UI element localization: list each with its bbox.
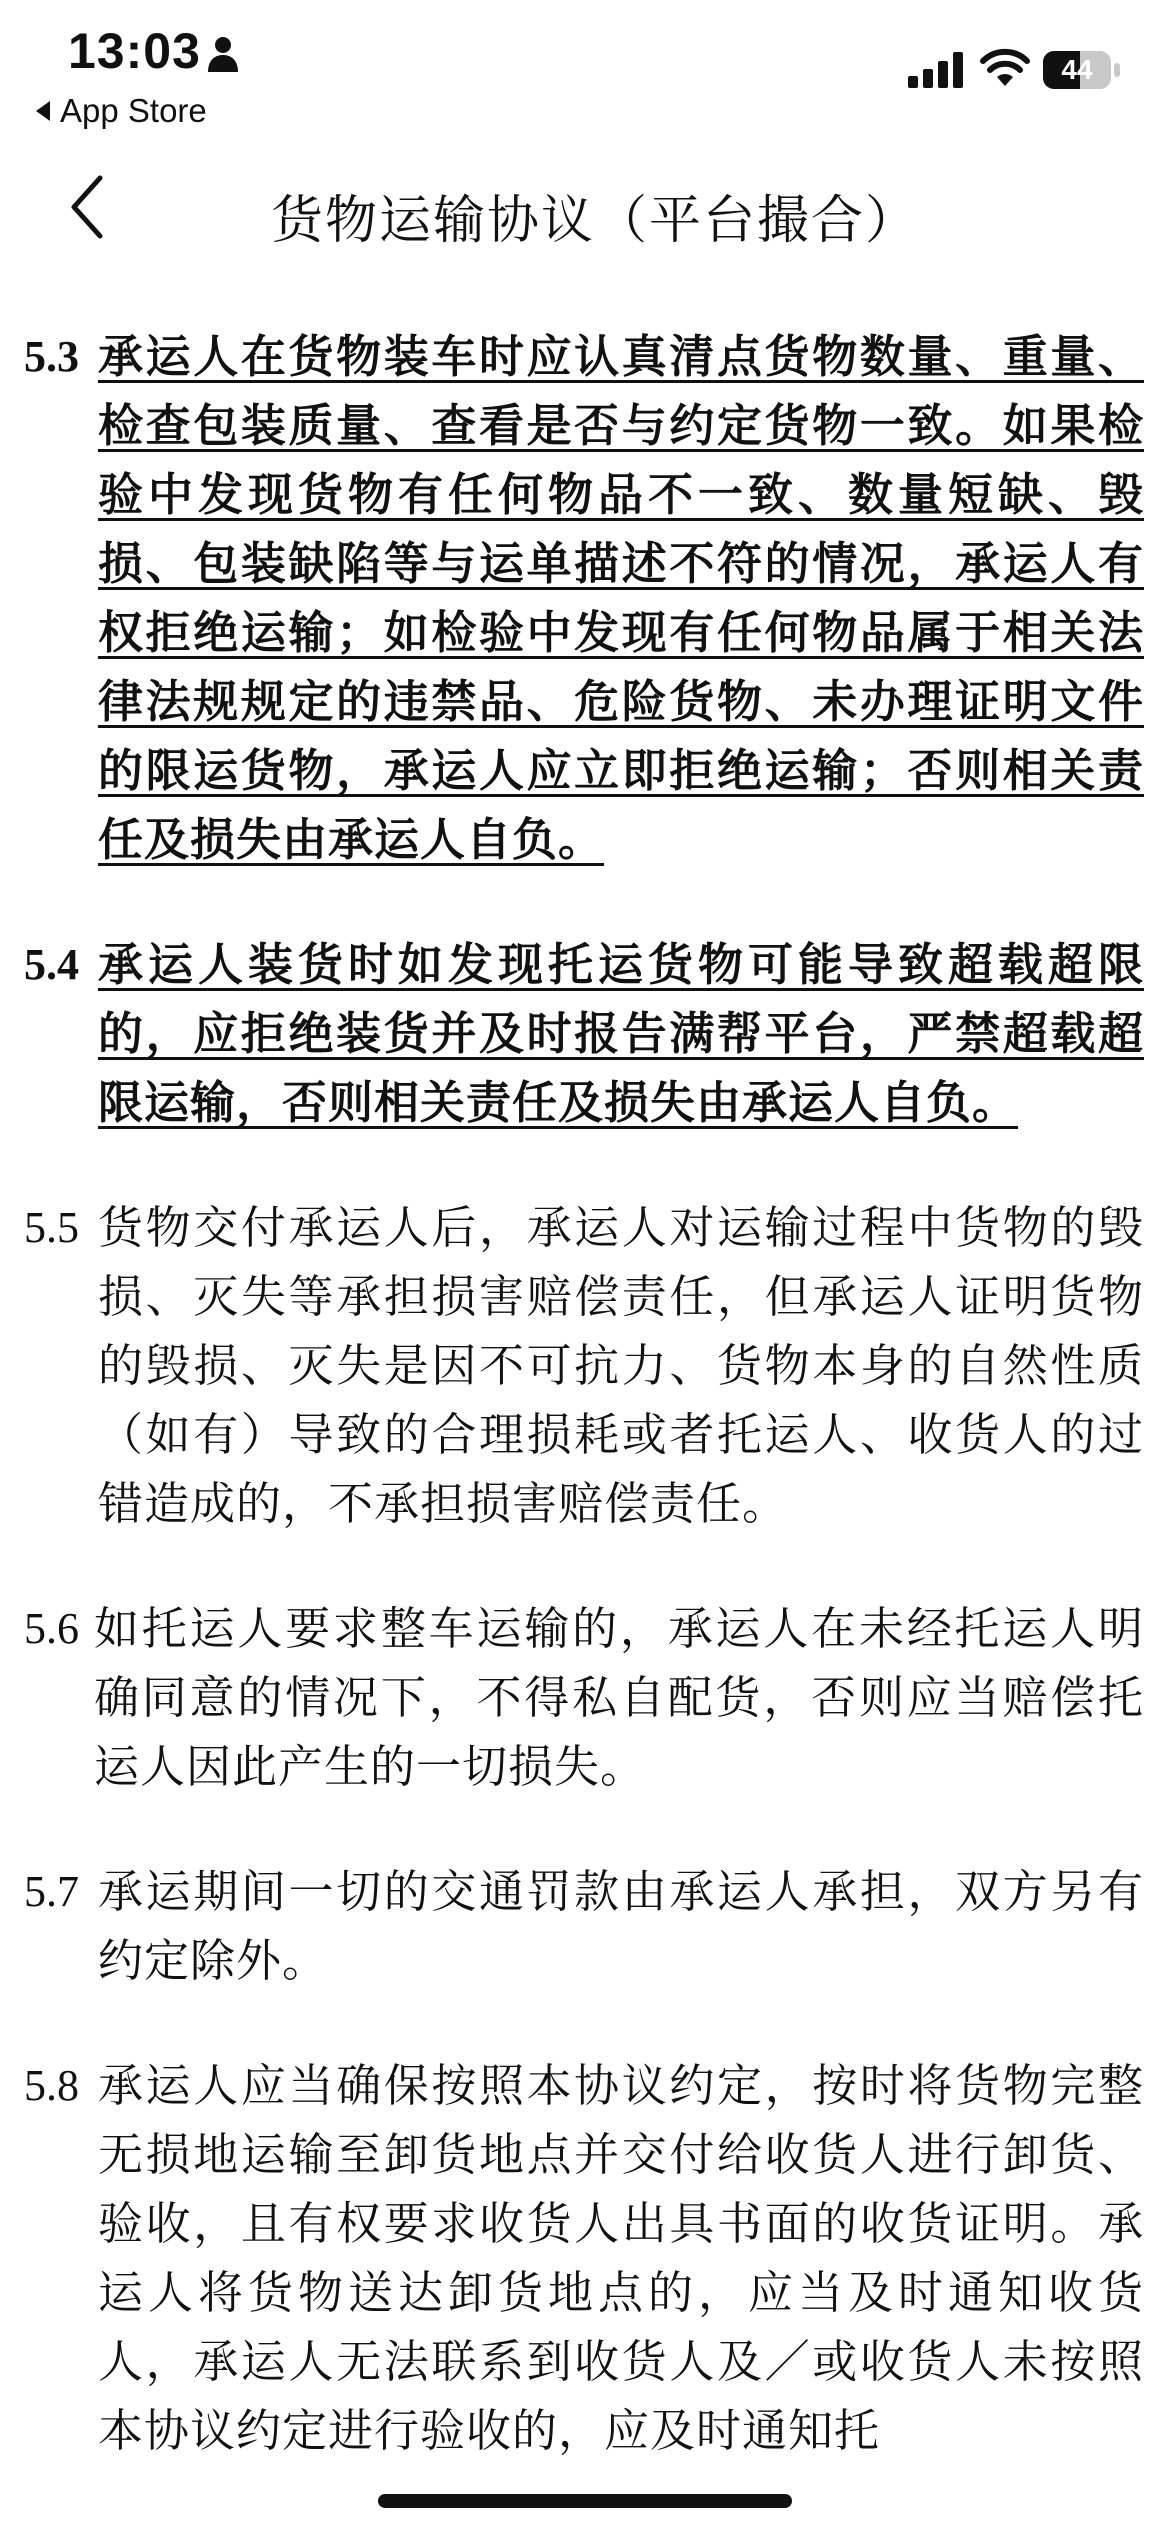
clause-5-6 <box>24 1594 1144 1801</box>
wifi-icon <box>980 48 1030 88</box>
clause-5-3 <box>24 322 1144 874</box>
clause-number: 5.8 <box>24 2061 79 2110</box>
page-title: 货物运输协议（平台撮合） <box>270 191 919 251</box>
clause-text: 承运人装货时如发现托运货物可能导致超载超限的，应拒绝装货并及时报告满帮平台，严禁超载超限运输，否则相关责任及损失由承运人自负。 <box>98 938 1144 1129</box>
clause-number: 5.7 <box>24 1867 79 1916</box>
status-time: 13:03 <box>68 23 201 79</box>
clause-text: 承运期间一切的交通罚款由承运人承担，双方另有约定除外。 <box>98 1865 1144 1987</box>
back-triangle-icon <box>36 101 50 121</box>
clause-5-7 <box>24 1857 1144 1995</box>
clause-text: 货物交付承运人后，承运人对运输过程中货物的毁损、灭失等承担损害赔偿责任，但承运人证明货物的毁损、灭失是因不可抗力、货物本身的自然性质（如有）导致的合理损耗或者托运人、收货人的过错造成的，不承担损害赔偿责任。 <box>98 1201 1144 1530</box>
clause-5-5 <box>24 1193 1144 1538</box>
clause-text: 承运人在货物装车时应认真清点货物数量、重量、检查包装质量、查看是否与约定货物一致。如果检验中发现货物有任何物品不一致、数量短缺、毁损、包装缺陷等与运单描述不符的情况，承运人有权拒绝运输；如检验中发现有任何物品属于相关法律法规规定的违禁品、危险货物、未办理证明文件的限运货物，承运人应立即拒绝运输；否则相关责任及损失由承运人自负。 <box>98 330 1144 866</box>
person-icon <box>206 36 240 72</box>
status-bar <box>0 0 1170 140</box>
signal-icon <box>908 52 964 88</box>
clause-5-8 <box>24 2051 1144 2465</box>
clause-text: 承运人应当确保按照本协议约定，按时将货物完整无损地运输至卸货地点并交付给收货人进行卸货、验收，且有权要求收货人出具书面的收货证明。承运人将货物送达卸货地点的，应当及时通知收货人，承运人无法联系到收货人及／或收货人未按照本协议约定进行验收的，应及时通知托 <box>98 2059 1144 2457</box>
clause-number: 5.4 <box>24 940 79 989</box>
agreement-content <box>24 322 1144 2521</box>
clause-number: 5.6 <box>24 1604 79 1653</box>
clause-number: 5.3 <box>24 332 79 381</box>
home-indicator[interactable] <box>378 2494 792 2508</box>
battery-level: 44 <box>1061 54 1093 85</box>
back-to-app-store-link[interactable] <box>36 92 207 130</box>
nav-bar <box>0 150 1170 270</box>
clause-5-4 <box>24 930 1144 1137</box>
back-app-label: App Store <box>60 92 207 129</box>
clause-text: 如托运人要求整车运输的，承运人在未经托运人明确同意的情况下，不得私自配货，否则应当赔偿托运人因此产生的一切损失。 <box>94 1602 1144 1793</box>
clause-number: 5.5 <box>24 1203 79 1252</box>
